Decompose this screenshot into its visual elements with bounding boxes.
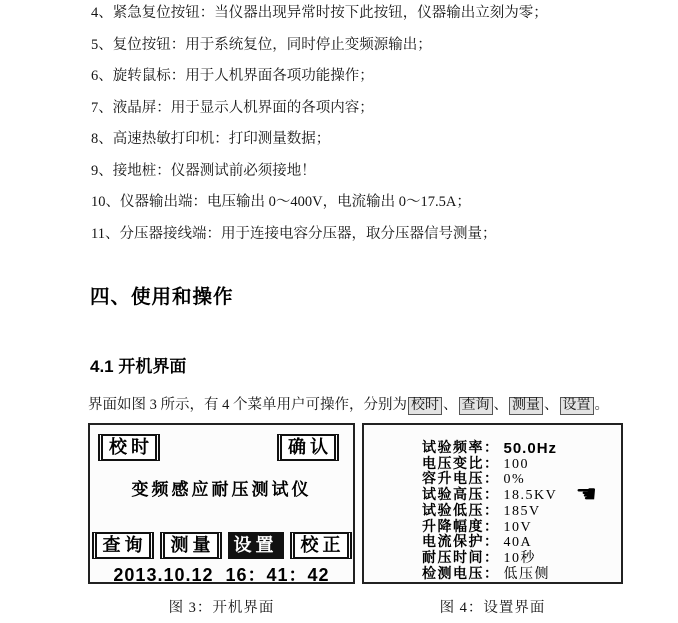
setting-label: 试验高压： [422,488,500,504]
calibrate-time-button: 校时 [98,434,160,461]
setting-row [422,567,615,583]
device-title: 变频感应耐压测试仪 [131,480,312,499]
setting-value: 低压侧 [503,566,550,582]
measure-button: 测量 [160,532,222,559]
boot-screen-menu-row [90,532,353,559]
numbered-list [91,6,651,258]
setting-label: 升降幅度： [422,519,500,535]
setting-row [422,535,615,551]
setting-label: 耐压时间： [422,550,500,566]
separator: 、 [443,397,458,413]
datetime-display [90,561,353,587]
setting-value: 0% [503,472,526,488]
list-item: 10、仪器输出端：电压输出 0～400V，电流输出 0～17.5A； [91,194,471,210]
list-item: 8、高速热敏打印机：打印测量数据； [91,131,331,147]
setting-label: 检测电压： [422,566,500,582]
settings-screen-figure [362,423,623,584]
setting-value: 50.0Hz [503,440,558,457]
setting-row [422,551,615,567]
list-item: 9、接地桩：仪器测试前必须接地！ [91,162,316,179]
intro-paragraph [88,396,668,415]
setting-label: 试验低压： [422,503,500,519]
boot-screen-top-row [98,434,339,461]
setting-value: 40A [503,535,533,551]
setting-row [422,457,615,473]
setting-value: 18.5KV [503,488,558,504]
settings-button-selected: 设置 [228,532,284,559]
hand-pointer-icon: ☚ [575,480,597,508]
menu-word-query: 查询 [459,397,493,415]
date-value: 2013.10.12 [113,565,214,585]
intro-suffix: 。 [594,397,609,413]
figures-row [88,423,648,618]
list-item: 4、紧急复位按钮：当仪器出现异常时按下此按钮，仪器输出立刻为零； [91,5,548,21]
correct-button: 校正 [290,532,352,559]
intro-prefix: 界面如图 3 所示，有 4 个菜单用户可操作，分别为 [88,397,407,413]
setting-row [422,441,615,457]
menu-word-settings: 设置 [560,397,594,415]
setting-value: 100 [503,456,529,472]
setting-row [422,520,615,536]
figure4-caption: 图 4：设置界面 [439,600,546,616]
settings-list [422,441,615,582]
setting-value: 185V [503,503,541,519]
list-item: 11、分压器接线端：用于连接电容分压器，取分压器信号测量； [91,225,497,242]
menu-word-measure: 测量 [509,397,543,415]
setting-label: 电流保护： [422,535,500,551]
boot-screen-figure [88,423,355,584]
figure3-caption: 图 3：开机界面 [168,600,275,616]
separator: 、 [544,397,559,413]
subsection-heading: 4.1 开机界面 [90,357,187,376]
query-button: 查询 [92,532,154,559]
section-heading: 四、使用和操作 [90,286,234,308]
list-item: 6、旋转鼠标：用于人机界面各项功能操作； [91,68,374,84]
setting-label: 试验频率： [422,441,500,456]
time-value: 16：41：42 [225,565,330,585]
setting-value: 10V [503,519,533,535]
list-item: 5、复位按钮：用于系统复位，同时停止变频源输出； [91,36,432,53]
list-item: 7、液晶屏：用于显示人机界面的各项内容； [91,99,374,116]
setting-label: 电压变比： [422,456,500,472]
menu-word-calibrate-time: 校时 [408,397,442,415]
separator: 、 [493,397,508,413]
setting-value: 10秒 [503,550,536,566]
confirm-button: 确认 [277,434,339,461]
setting-label: 容升电压： [422,472,500,488]
